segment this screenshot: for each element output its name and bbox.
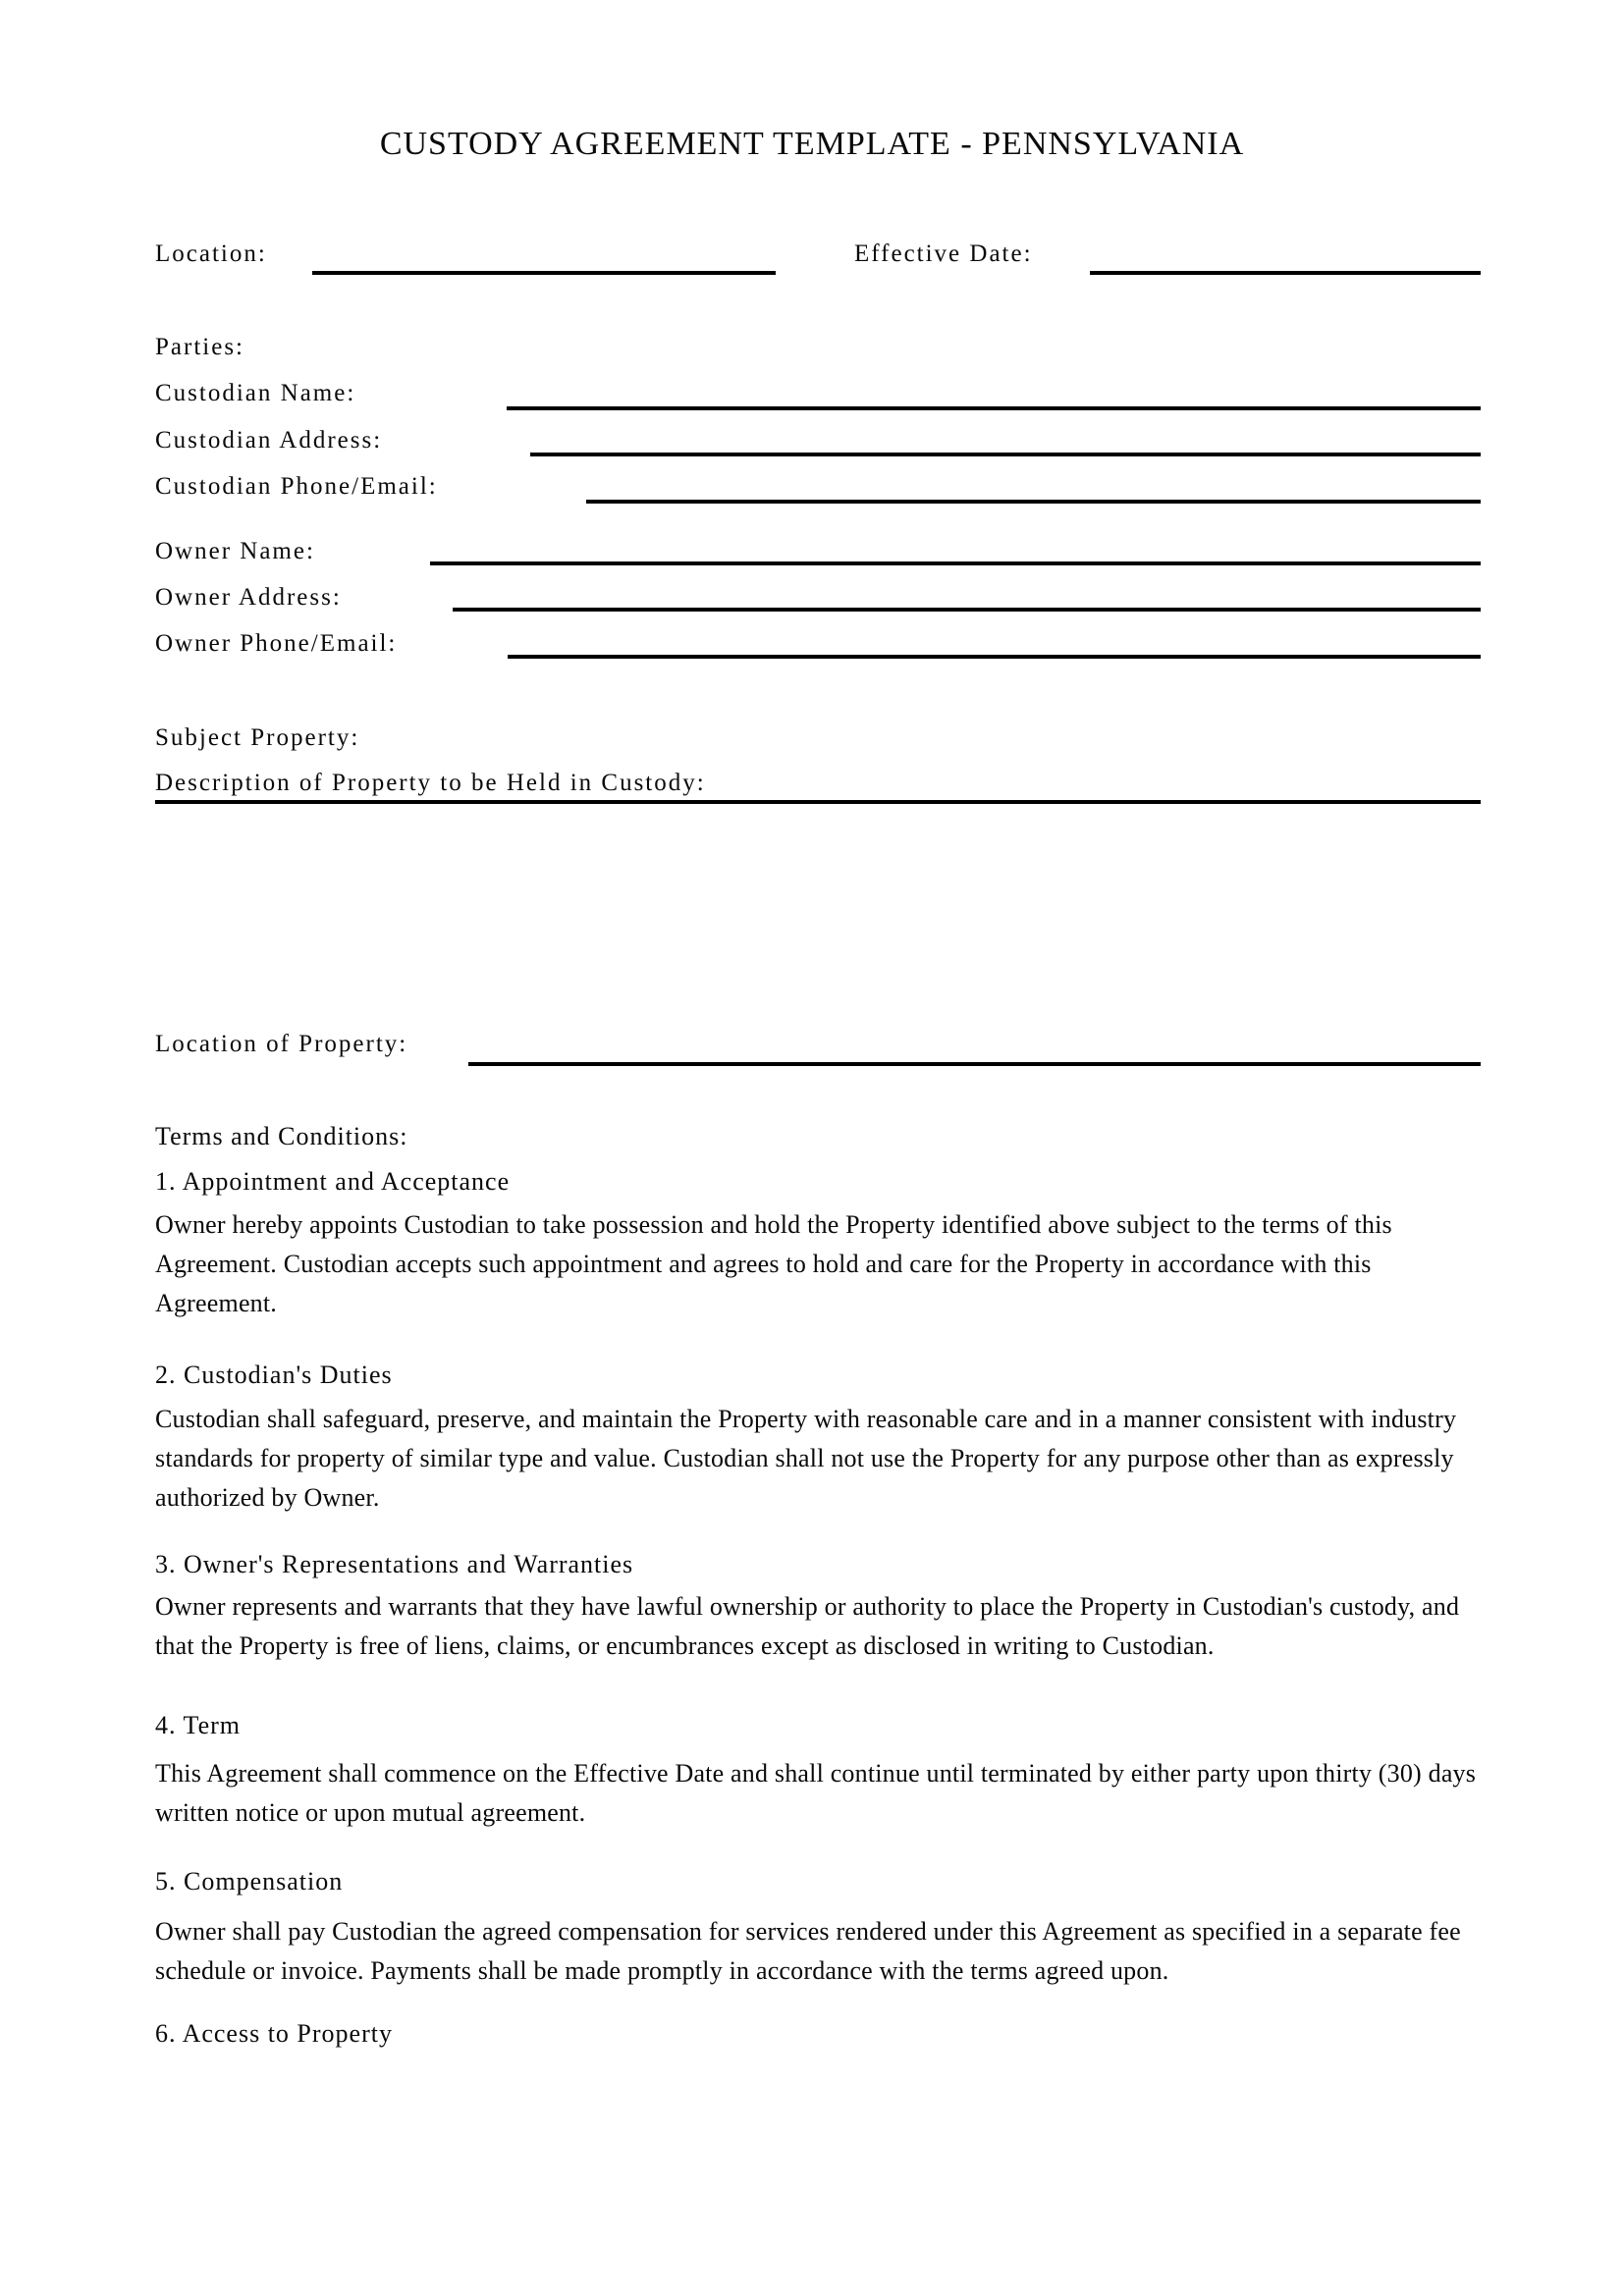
owner-phone-email-input-line[interactable] (508, 655, 1481, 659)
section-2-heading: 2. Custodian's Duties (155, 1361, 393, 1389)
section-3-body: Owner represents and warrants that they have lawful ownership or authority to place the Property in Custodian's custody, and that the Property is free of liens, claims, or encumbrances except as disclosed in writing to Custodian. (155, 1592, 1460, 1660)
effective-date-input-line[interactable] (1090, 271, 1481, 275)
custodian-name-input-line[interactable] (507, 406, 1481, 410)
document-title: CUSTODY AGREEMENT TEMPLATE - PENNSYLVANIA (379, 126, 1245, 162)
terms-heading: Terms and Conditions: (155, 1122, 408, 1150)
custodian-phone-email-input-line[interactable] (586, 500, 1481, 504)
section-1-heading: 1. Appointment and Acceptance (155, 1167, 511, 1196)
section-4-heading: 4. Term (155, 1711, 242, 1739)
owner-name-input-line[interactable] (430, 561, 1481, 565)
location-label: Location: (155, 240, 267, 267)
owner-name-label: Owner Name: (155, 538, 315, 564)
owner-phone-email-label: Owner Phone/Email: (155, 630, 398, 657)
section-6-heading: 6. Access to Property (155, 2019, 393, 2048)
section-5-heading: 5. Compensation (155, 1867, 344, 1896)
section-4-body: This Agreement shall commence on the Effective Date and shall continue until terminated by either party upon thirty (30) days written notice or upon mutual agreement. (155, 1759, 1477, 1827)
location-input-line[interactable] (312, 271, 776, 275)
owner-address-label: Owner Address: (155, 584, 342, 611)
custodian-name-label: Custodian Name: (155, 380, 356, 406)
property-location-input-line[interactable] (468, 1062, 1481, 1066)
custodian-address-input-line[interactable] (530, 453, 1481, 456)
custodian-address-label: Custodian Address: (155, 427, 383, 454)
section-2-body: Custodian shall safeguard, preserve, and maintain the Property with reasonable care and in a manner consistent with industry standards for property of similar type and value. Custodian shall not use the Property for any purpose other than as expressly authorized by Owner. (155, 1405, 1457, 1512)
effective-date-label: Effective Date: (854, 240, 1033, 267)
custodian-phone-email-label: Custodian Phone/Email: (155, 473, 438, 500)
property-description-input-line[interactable] (155, 800, 1481, 804)
section-5-body: Owner shall pay Custodian the agreed compensation for services rendered under this Agreement as specified in a separate fee schedule or invoice. Payments shall be made promptly in accordance with the terms agreed upon. (155, 1917, 1461, 1985)
section-3-heading: 3. Owner's Representations and Warranties (155, 1550, 634, 1578)
owner-address-input-line[interactable] (453, 608, 1481, 612)
subject-property-heading: Subject Property: (155, 724, 360, 751)
section-1-body: Owner hereby appoints Custodian to take possession and hold the Property identified above subject to the terms of this Agreement. Custodian accepts such appointment and agrees to hold and care for the Property in accordance with this Agreement. (155, 1210, 1392, 1317)
parties-heading: Parties: (155, 334, 244, 360)
property-location-label: Location of Property: (155, 1031, 408, 1057)
property-description-writein-area[interactable] (155, 809, 1481, 1020)
property-description-label: Description of Property to be Held in Custody: (155, 770, 706, 796)
